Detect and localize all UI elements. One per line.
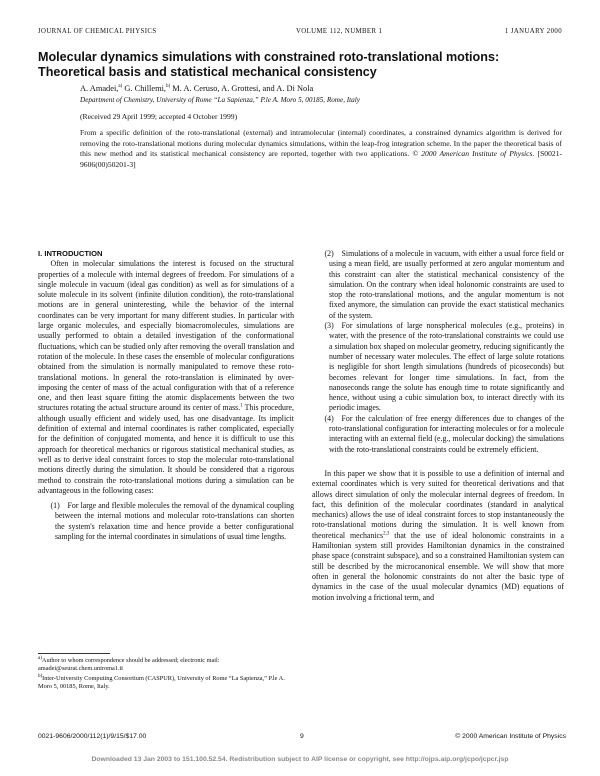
- list-item-3-number: (3): [324, 321, 334, 331]
- list-item-4-number: (4): [324, 413, 334, 423]
- issn-code: 0021-9606/2000/112(1)/9/15/$17.00: [38, 733, 147, 740]
- volume-number: VOLUME 112, NUMBER 1: [296, 28, 383, 35]
- abstract-code: [S0021-9606(00)50201-3]: [80, 149, 563, 169]
- abstract-text: From a specific definition of the roto-translational (external) and intramolecular (internal) coordinates, a constrained dynamics algorithm is derived for removing the roto-translational motions during molecular dynamics simulations, within the leap-frog integration scheme. In the paper the theoretical basis of this new method and its statistical mechanical consistency are reported, together with two applications.: [80, 128, 562, 159]
- left-column: [38, 249, 294, 542]
- list-item-4-text: For the calculation of free energy differences due to changes of the roto-translational configuration for interacting molecules or for a molecule interacting with an external field (e.g., molecular docking) the simulations with the roto-translational constraints could be extremely efficient.: [329, 413, 564, 454]
- ref-2-3: 2,3: [383, 531, 390, 537]
- journal-name: JOURNAL OF CHEMICAL PHYSICS: [38, 28, 157, 35]
- list-item-3-text: For simulations of large nonspherical molecules (e.g., proteins) in water, with the presence of the roto-translational constraints we could use a simulation box shaped on molecular geometry, reducing significantly the number of necessary water molecules. The effect of large solute rotations is negligible for short length simulations (hundreds of picoseconds) but becomes relevant for longer time simulations. In fact, from the nanoseconds range the solute has enough time to rotate significantly and hence, without using a cubic simulation box, to interact directly with its periodic images.: [329, 321, 564, 413]
- footnote-b-text: Inter-University Computing Consortium (CASPUR), University of Rome “La Sapienza,” P.le A. Moro 5, 00185, Rome, Italy.: [38, 675, 285, 691]
- intro-p1-part-a: Often in molecular simulations the interest is focused on the structural properties of a molecule with internal degrees of freedom. For simulations of a single molecule in vacuum (ideal gas condition) as well as for simulations of a solute molecule in its solvent (infinite dilution condition), the roto-translational motions are in general uninteresting, while the behavior of the internal coordinates can be very important for many different studies. In particular with large organic molecules, and especially biomacromolecules, simulations are usually performed to obtain a detailed investigation of the conformational fluctuations, which can be studied only after removing the overall translation and rotation of the molecule. In these cases the ensemble of molecular configurations obtained from the simulation is normally manipulated to remove these roto-translational motions. In general the roto-translation is eliminated by over-imposing the center of mass of the actual configuration with that of a reference one, and then least square fitting the atomic displacements between the two structures rotating the actual structure around its center of mass.: [38, 259, 294, 413]
- list-item-1-text: For large and flexible molecules the removal of the dynamical coupling between the internal motions and molecular roto-translations can shorten the system's relaxation time and hence provide a better configurational sampling for the internal coordinates in simulations of usual time lengths.: [55, 501, 294, 542]
- footnote-a-text: Author to whom correspondence should be addressed; electronic mail: amadei@seurat.chem.uniroma1.it: [38, 657, 220, 673]
- right-column: [312, 249, 564, 603]
- footnote-rule: [38, 653, 110, 654]
- list-item-3: [312, 321, 564, 414]
- list-item-1-number: (1): [50, 501, 60, 511]
- intro-paragraph-1: [38, 259, 294, 496]
- paper-title: Molecular dynamics simulations with constrained roto-translational motions: Theoretical basis and statistical mechanical consistency: [38, 50, 500, 79]
- running-header: [38, 28, 562, 38]
- list-item-2-number: (2): [324, 249, 334, 258]
- page-number: 9: [300, 733, 304, 740]
- footer-copyright: © 2000 American Institute of Physics: [455, 733, 566, 740]
- author-list: [80, 84, 560, 94]
- footnote-a: [38, 657, 294, 674]
- author-chillemi: G. Chillemi,: [122, 84, 167, 93]
- list-item-1: [38, 501, 294, 542]
- received-dates: (Received 29 April 1999; accepted 4 October 1999): [80, 112, 238, 121]
- intro-p2-part-b: that the use of ideal holonomic constraints in a Hamiltonian system still provides Hamiltonian dynamics in the constrained phase space (constraint subspace), and so a constrained Hamiltonian system can still be described by the microcanonical ensemble. We will show that more often in general the holonomic constraints do not alter the basic type of dynamics in the case of the usual molecular dynamics (MD) equations of motion involving a frictional term, and: [312, 530, 564, 602]
- list-item-4: [312, 414, 564, 455]
- intro-paragraph-2: [312, 469, 564, 603]
- list-item-2: [312, 249, 564, 321]
- abstract-copyright: © 2000 American Institute of Physics.: [412, 149, 535, 159]
- affiliation: Department of Chemistry, University of Rome “La Sapienza,” P.le A. Moro 5, 00185, Rome, Italy: [80, 96, 360, 104]
- author-chillemi-mark: b): [166, 84, 171, 90]
- intro-p2-part-a: In this paper we show that it is possible to use a definition of internal and external coordinates which is very suited for theoretical derivations and that allows direct simulation of only the molecular internal degrees of freedom. In fact, this definition of the molecular coordinates (standard in analytical mechanics) allows the use of ideal constraint forces to stop instantaneously the roto-translational motions during the simulation. It is well known from theoretical mechanics: [312, 468, 564, 540]
- footnote-a-mark: a): [38, 655, 42, 661]
- ref-1: 1: [240, 403, 243, 409]
- abstract: [80, 128, 562, 170]
- other-authors: M. A. Ceruso, A. Grottesi, and A. Di Nola: [170, 84, 314, 93]
- footnote-b: [38, 675, 294, 692]
- issue-date: 1 JANUARY 2000: [504, 28, 562, 35]
- list-item-2-text: Simulations of a molecule in vacuum, with either a usual force field or using a mean field, are usually performed at zero angular momentum and this constraint can alter the statistical mechanical consistency of the simulation. On the contrary when ideal holonomic constraints are used to stop the roto-translational motions, and the angular momentum is not fixed anymore, the simulation can provide the exact statistical mechanics of the system.: [329, 249, 564, 320]
- author-amadei: A. Amadei,: [80, 84, 119, 93]
- author-amadei-mark: a): [118, 84, 123, 90]
- intro-p1-part-b: This procedure, although usually efficient and widely used, has one disadvantage. Its implicit definition of external and internal coordinates is rather complicated, especially for the definition of conjugated momenta, and hence it is difficult to use this approach for theoretical mechanics or rigorous statistical mechanical studies, as well as to derive ideal constraint forces to stop the molecular roto-translational motions directly during the simulation. It should be considered that a rigorous method to constrain the roto-translational motions during a simulation can be advantageous in the following cases:: [38, 403, 294, 495]
- footnote-b-mark: b): [38, 673, 43, 679]
- section-heading: I. INTRODUCTION: [38, 249, 103, 258]
- download-notice: Downloaded 13 Jan 2003 to 151.100.52.54. Redistribution subject to AIP license or copyright, see http://ojps.aip.org/jcpo/jcpcr.jsp: [91, 756, 509, 763]
